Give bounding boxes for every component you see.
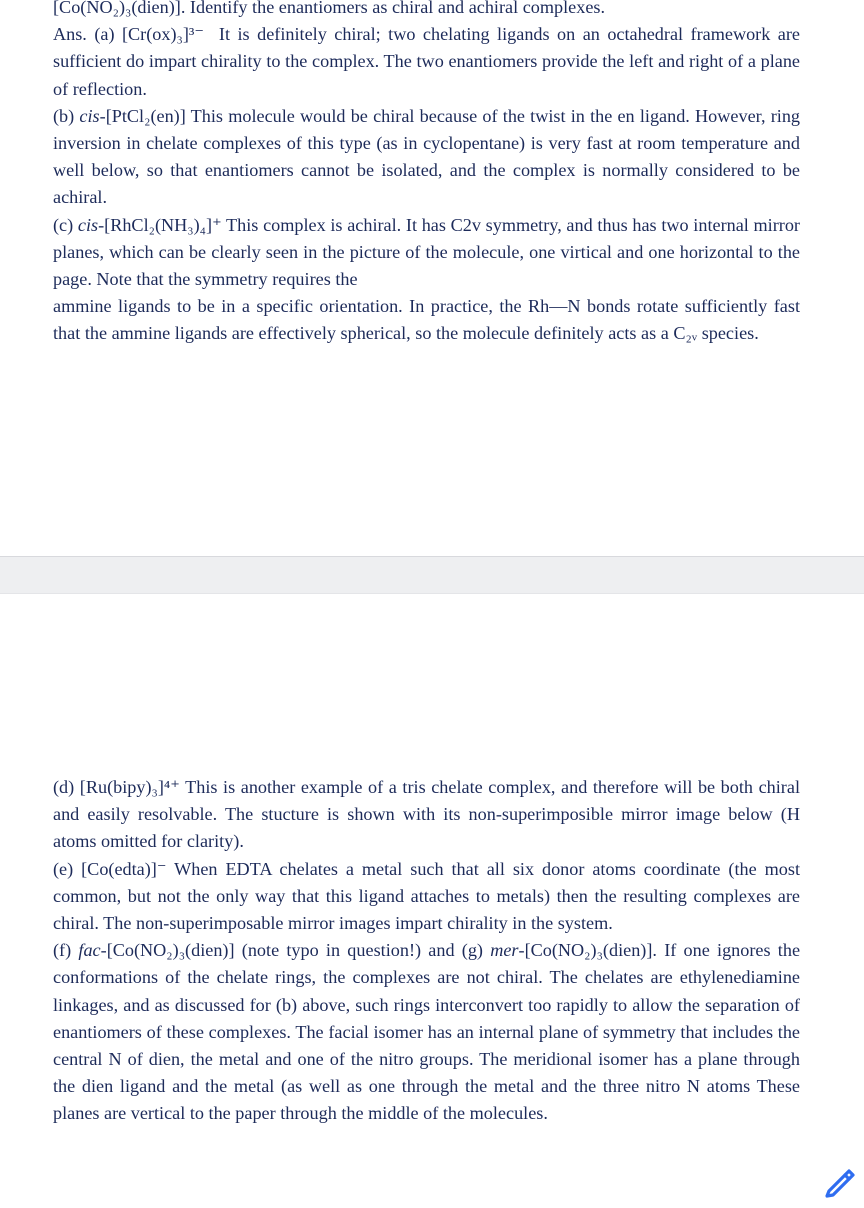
page-separator (0, 556, 864, 594)
answer-c (53, 212, 800, 294)
text-fg: If one ignores the conformations of the chelate rings, the complexes are not chiral. The chelates are ethylenediamine linkages, and as discussed for (b) above, such rings interconvert too rapidly to allow the separation of enantiomers of these complexes. The facial isomer has an internal plane of symmetry that includes the central N of dien, the metal and one of the nitro groups. The meridional isomer has a plane through the dien ligand and the metal (as well as one through the metal and the three nitro N atoms These planes are vertical to the paper through the middle of the molecules. (53, 940, 801, 1124)
pencil-icon[interactable] (820, 1160, 860, 1200)
answer-text-top (53, 0, 800, 348)
label-e: (e) (53, 858, 74, 879)
formula-a: [Cr(ox)₃]³⁻ (121, 24, 204, 45)
page-top (0, 0, 864, 556)
text-f-mid: (note typo in question!) and (g) (241, 940, 483, 961)
prefix-f: fac (78, 940, 101, 961)
text-d: This is another example of a tris chelate complex, and therefore will be both chiral and easily resolvable. The stucture is shown with its non-superimposible mirror image below (H atoms omitted for clarity). (53, 777, 800, 852)
answer-e (53, 856, 800, 938)
answer-a (53, 21, 800, 103)
formula-c: -[RhCl₂(NH₃)₄]⁺ (98, 214, 222, 235)
formula-b: -[PtCl₂(en)] (99, 105, 186, 126)
prefix-b: cis (79, 105, 100, 126)
answer-c-continued: ammine ligands to be in a specific orientation. In practice, the Rh—N bonds rotate sufficiently fast that the ammine ligands are effectively spherical, so the molecule definitely acts as a C₂ᵥ species. (53, 296, 800, 344)
text-c-1: This complex is achiral. It has C2v symmetry, and thus has two internal mirror planes, which can be clearly seen in the picture of the molecule, one virtical and one horizontal to the page. Note that the symmetry requires the (53, 214, 800, 290)
formula-d: [Ru(bipy)₃]⁴⁺ (79, 777, 180, 797)
label-b: (b) (53, 105, 75, 126)
label-d: (d) (53, 777, 75, 797)
text-a: It is definitely chiral; two chelating ligands on an octahedral framework are sufficient do impart chirality to the complex. The two enantiomers provide the left and right of a plane of reflection. (53, 24, 800, 99)
label-f: (f) (53, 940, 72, 961)
answer-text-bottom (53, 774, 800, 1128)
answer-d (53, 774, 800, 856)
answer-b (53, 103, 800, 212)
text-b: This molecule would be chiral because of the twist in the en ligand. However, ring inversion in chelate complexes of this type (as in cyclopentane) is very fast at room temperature and well below, so that enantiomers cannot be isolated, and the complex is normally considered to be achiral. (53, 105, 801, 208)
page-bottom (0, 594, 864, 1208)
question-line: [Co(NO₂)₃(dien)]. Identify the enantiomers as chiral and achiral complexes. (53, 0, 606, 17)
formula-f: -[Co(NO₂)₃(dien)] (100, 940, 235, 961)
label-c: (c) (53, 214, 74, 235)
prefix-c: cis (77, 214, 99, 235)
formula-g: -[Co(NO₂)₃(dien)]. (518, 940, 657, 961)
prefix-g: mer (490, 940, 519, 961)
formula-e: [Co(edta)]⁻ (81, 858, 167, 879)
text-e: When EDTA chelates a metal such that all six donor atoms coordinate (the most common, but not the only way that this ligand attaches to metals) then the resulting complexes are chiral. The non-superimposable mirror images impart chirality in the system. (53, 858, 800, 934)
answer-fg (53, 937, 800, 1127)
ans-label: Ans. (a) (53, 24, 115, 45)
